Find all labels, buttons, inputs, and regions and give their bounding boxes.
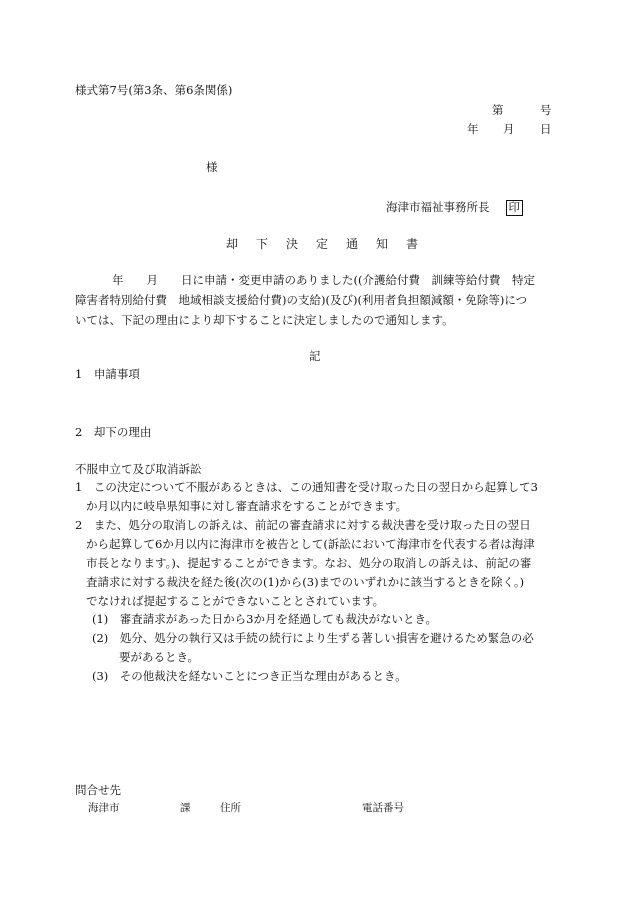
seal-mark: 印 (506, 200, 524, 216)
section-2-heading: 2 却下の理由 (75, 425, 152, 439)
date-month: 月 (503, 122, 515, 136)
date-day: 日 (540, 122, 552, 136)
appeal-item-3: (3) その他裁決を経ないことにつき正当な理由があるとき。 (92, 669, 407, 683)
contact-heading: 問合せ先 (75, 783, 121, 797)
addressee-honorific: 様 (206, 160, 218, 174)
contact-phone: 電話番号 (362, 802, 404, 814)
appeal-item-2-line-1: (2) 処分、処分の執行又は手続の続行により生ずる著しい損害を避けるため緊急の必 (92, 631, 534, 645)
document-number-go: 号 (540, 103, 552, 117)
form-number: 様式第7号(第3条、第6条関係) (75, 83, 233, 97)
appeal-p2-line-4: 査請求に対する裁決を経た後(次の(1)から(3)までのいずれかに該当するときを除く。) (86, 575, 525, 589)
document-number-dai: 第 (492, 103, 504, 117)
appeal-item-1: (1) 審査請求があった日から3か月を経過しても裁決がないとき。 (92, 612, 438, 626)
contact-ka: 課 (180, 802, 191, 814)
appeal-p1-line-2: か月以内に岐阜県知事に対し審査請求をすることができます。 (86, 499, 408, 513)
body-line-2: 障害者特別給付費 地域相談支援給付費)の支給)(及び)(利用者負担額減額・免除等)につ (75, 293, 528, 307)
appeal-p2-line-3: 市長となります。)、提起することができます。なお、処分の取消しの訴えは、前記の審 (86, 556, 532, 570)
contact-city: 海津市 (88, 802, 120, 814)
appeal-heading: 不服申立て及び取消訴訟 (75, 462, 202, 476)
sender-name: 海津市福祉事務所長 (386, 200, 490, 214)
body-line-3: いては、下記の理由により却下することに決定しましたので通知します。 (75, 313, 454, 327)
sender-block (386, 200, 523, 216)
contact-address: 住所 (220, 802, 241, 814)
appeal-item-2-line-2: 要があるとき。 (119, 650, 200, 664)
document-title: 却 下 決 定 通 知 書 (226, 237, 419, 251)
body-line-1: 年 月 日に申請・変更申請のありました((介護給付費 訓練等給付費 特定 (112, 273, 535, 287)
appeal-p2-line-2: から起算して6か月以内に海津市を被告として(訴訟において海津市を代表する者は海津 (86, 537, 535, 551)
appeal-p2-line-5: でなければ提起することができないこととされています。 (86, 594, 385, 608)
section-1-heading: 1 申請事項 (75, 367, 140, 381)
appeal-p2-line-1: 2 また、処分の取消しの訴えは、前記の審査請求に対する裁決書を受け取った日の翌日 (75, 518, 531, 532)
appeal-p1-line-1: 1 この決定について不服があるときは、この通知書を受け取った日の翌日から起算して3 (75, 480, 538, 494)
ki-heading: 記 (309, 349, 321, 363)
date-year: 年 (467, 122, 479, 136)
